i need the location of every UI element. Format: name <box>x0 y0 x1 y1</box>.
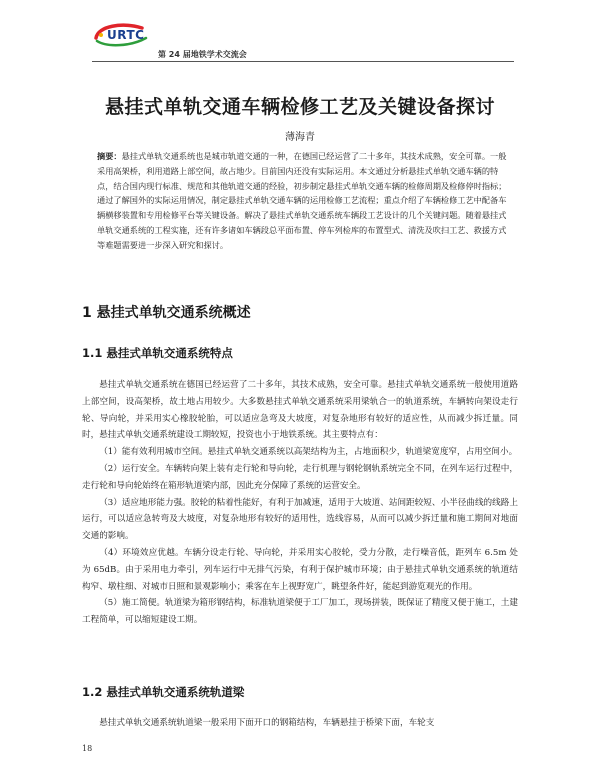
section-1-2-heading: 1.2 悬挂式单轨交通系统轨道梁 <box>82 685 245 699</box>
paragraph: 悬挂式单轨交通系统在德国已经运营了二十多年，其技术成熟，安全可靠。悬挂式单轨交通系统一般使用道路上部空间，设高架桥，故土地占用较少。大多数悬挂式单轨交通系统采用梁轨合一的轨道系统，车辆转向架设走行轮、导向轮，并采用实心橡胶轮胎，可以适应急弯及大坡度，对复杂地形有较好的适应性，从而减少拆迁量。同时，悬挂式单轨交通系统建设工期较短，投资也小于地铁系统。其主要特点有： <box>82 380 518 441</box>
urtc-logo <box>92 22 150 48</box>
paragraph: （4）环境效应优越。车辆分设走行轮、导向轮，并采用实心胶轮，受力分散，走行噪音低，距列车 6.5m 处为 65dB。由于采用电力牵引，列车运行中无排气污染，有利于保护城市环境；由于悬挂式单轨交通系统的轨道结构窄、墩柱细、对城市日照和景观影响小；乘客在车上视野宽广，眺望条件好，能起到游览观光的作用。 <box>82 547 518 592</box>
page-number: 18 <box>82 744 93 753</box>
paragraph: （3）适应地形能力强。胶轮的粘着性能好，有利于加减速，适用于大坡道、站间距较短、小半径曲线的线路上运行，可以适应急转弯及大坡度，对复杂地形有较好的适用性，选线容易，从而可以减少拆迁量和施工期间对地面交通的影响。 <box>82 497 518 542</box>
abstract-label: 摘要： <box>97 151 122 161</box>
conference-name: 第 24 届地铁学术交流会 <box>158 50 247 59</box>
paper-author: 薄海青 <box>285 132 315 143</box>
paragraph: （2）运行安全。车辆转向架上装有走行轮和导向轮，走行机理与钢轮钢轨系统完全不同，在列车运行过程中，走行轮和导向轮始终在箱形轨道梁内部，因此充分保障了系统的运营安全。 <box>82 463 518 491</box>
section-1-2-body <box>82 715 518 732</box>
abstract-text: 悬挂式单轨交通系统也是城市轨道交通的一种，在德国已经运营了二十多年，其技术成熟，安全可靠。一般采用高架桥，利用道路上部空间，故占地少。目前国内还没有实际运用。本文通过分析悬挂式单轨交通车辆的特点，结合国内现行标准、规范和其他轨道交通的经验，初步制定悬挂式单轨交通车辆的检修周期及检修停时指标；通过了解国外的实际运用情况，制定悬挂式单轨交通车辆的运用检修工艺流程；重点介绍了车辆检修工艺中配备车辆横移装置和专用检修平台等关键设备。解决了悬挂式单轨交通系统车辆段工艺设计的几个关键问题。随着悬挂式单轨交通系统的工程实施，还有许多诸如车辆段总平面布置、停车列检库的布置型式、清洗及吹扫工艺、救援方式等难题需要进一步深入研究和探讨。 <box>97 151 507 250</box>
header-rule <box>92 61 514 62</box>
abstract <box>97 149 507 253</box>
section-1-heading: 1 悬挂式单轨交通系统概述 <box>82 305 251 321</box>
paragraph: （5）施工简便。轨道梁为箱形钢结构，标准轨道梁便于工厂加工，现场拼装，既保证了精度又便于施工，土建工程简单，可以缩短建设工期。 <box>82 598 518 626</box>
paragraph: 悬挂式单轨交通系统轨道梁一般采用下面开口的钢箱结构，车辆悬挂于桥梁下面，车轮支 <box>99 718 435 728</box>
section-1-1-body <box>82 377 518 629</box>
section-1-1-heading: 1.1 悬挂式单轨交通系统特点 <box>82 346 233 360</box>
logo-text: URTC <box>107 28 145 42</box>
paragraph: （1）能有效利用城市空间。悬挂式单轨交通系统以高架结构为主，占地面积少，轨道梁宽度窄，占用空间小。 <box>99 447 518 458</box>
paper-title: 悬挂式单轨交通车辆检修工艺及关键设备探讨 <box>104 96 495 118</box>
